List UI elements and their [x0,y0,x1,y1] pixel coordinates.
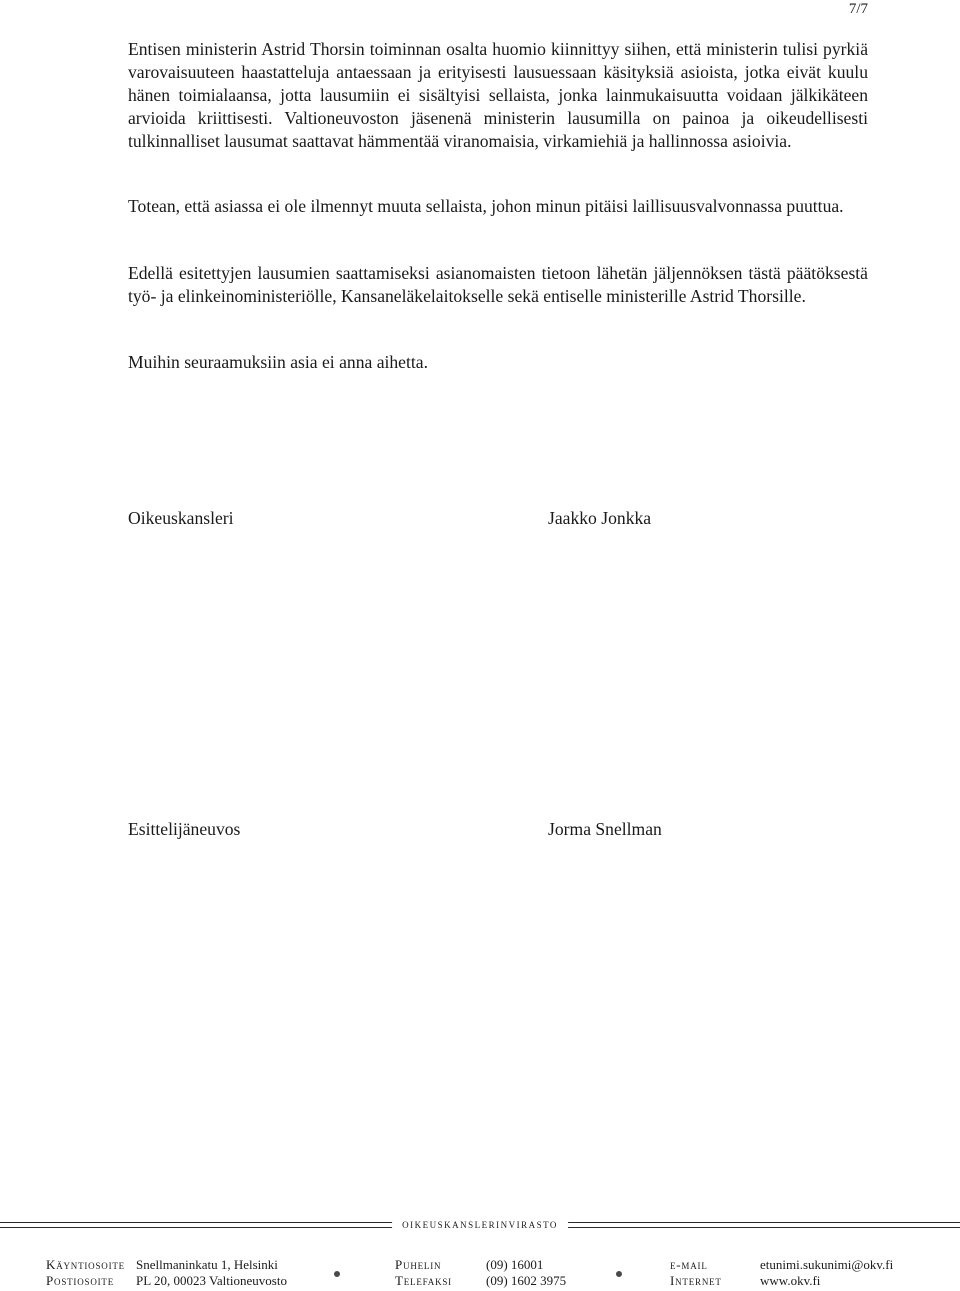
footer-phone-label: Puhelin [395,1257,442,1272]
paragraph-no-further-action: Totean, että asiassa ei ole ilmennyt muuta sellaista, johon minun pitäisi laillisuusvalvonnassa puuttua. [128,196,844,216]
footer-separator-dot-icon [616,1271,622,1277]
signature-name-chancellor: Jaakko Jonkka [548,508,652,528]
footer-email-label: e-mail [670,1257,708,1272]
footer-post-address: PL 20, 00023 Valtioneuvosto [136,1273,287,1288]
footer-visit-label: Käyntiosoite [46,1257,125,1272]
footer-web-link[interactable]: www.okv.fi [760,1273,821,1288]
footer-post-label: Postiosoite [46,1273,115,1288]
footer-fax-label: Telefaksi [395,1273,452,1288]
footer-fax-number: (09) 1602 3975 [486,1273,567,1288]
paragraph-copy-distribution: Edellä esitettyjen lausumien saattamiseksi asianomaisten tietoon lähetän jäljennöksen tästä päätöksestä työ- ja elinkeinoministeriölle, Kansaneläkelaitokselle sekä entiselle ministerille Astrid Thorsille. [128,263,868,306]
signature-role-chancellor: Oikeuskansleri [128,508,234,528]
paragraph-no-consequences: Muihin seuraamuksiin asia ei anna aihetta. [128,352,428,372]
footer-separator-dot-icon [334,1271,340,1277]
footer-email-address[interactable]: etunimi.sukunimi@okv.fi [760,1257,894,1272]
paragraph-minister-statements: Entisen ministerin Astrid Thorsin toiminnan osalta huomio kiinnittyy siihen, että ministerin tulisi pyrkiä varovaisuuteen haastatteluja antaessaan ja erityisesti lausuessaan käsityksiä asioista, jotka eivät kuulu hänen toimialaansa, jotta lausumiin ei sisältyisi sellaista, jonka lainmukaisuutta voidaan jälkikäteen arvioida kriittisesti. Valtioneuvoston jäsenenä ministerin lausumilla on painoa ja oikeudellisesti tulkinnalliset lausumat saattavat hämmentää viranomaisia, virkamiehiä ja hallinnossa asioivia. [128,39,868,151]
signature-name-referendary: Jorma Snellman [548,819,662,839]
footer-organization-name: oikeuskanslerinvirasto [392,1214,568,1234]
footer-web-label: Internet [670,1273,722,1288]
signature-role-referendary: Esittelijäneuvos [128,819,241,839]
footer-phone-number: (09) 16001 [486,1257,544,1272]
footer-visit-address: Snellmaninkatu 1, Helsinki [136,1257,278,1272]
page-number: 7/7 [848,1,868,17]
